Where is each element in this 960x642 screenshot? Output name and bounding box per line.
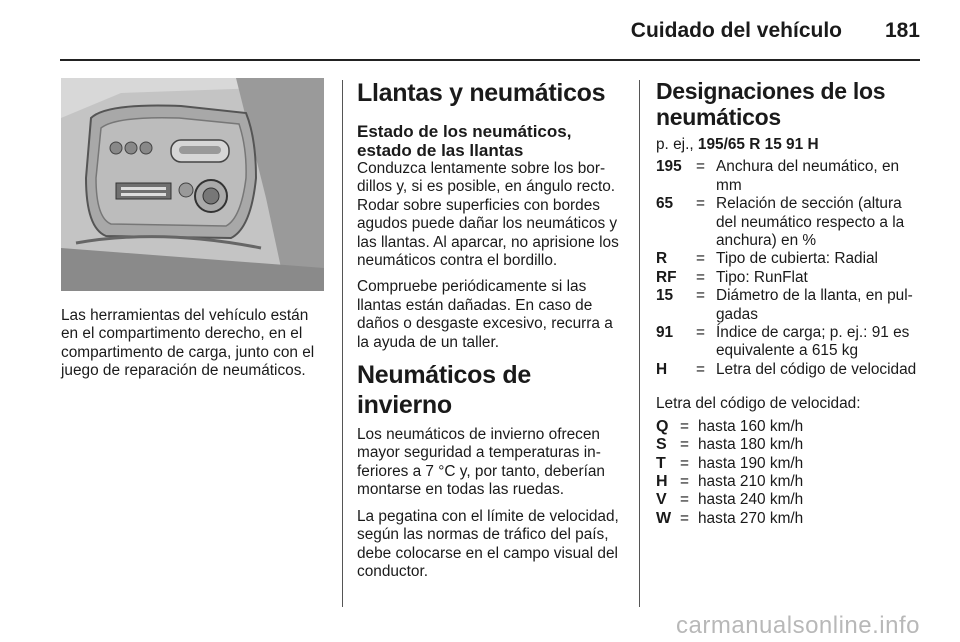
example-code: 195/65 R 15 91 H: [697, 136, 819, 153]
definition-key: 91: [656, 324, 674, 342]
subsection-title-condition: Estado de los neumáticos, estado de las llantas: [357, 122, 572, 160]
definition-row: [656, 287, 926, 324]
definition-equals: =: [696, 195, 705, 213]
speed-code-intro: Letra del código de velocidad:: [656, 395, 861, 413]
speed-key: S: [656, 436, 667, 454]
trunk-tools-photo: [61, 78, 324, 291]
designations-title: Designaciones de los neumáticos: [656, 78, 886, 130]
definition-row: [656, 250, 926, 268]
speed-value: hasta 240 km/h: [698, 491, 804, 509]
section-title-winter: Neumáticos de invierno: [357, 361, 531, 420]
speed-key: T: [656, 454, 666, 472]
speed-code-list: [656, 418, 926, 528]
column-divider-1: [342, 80, 343, 607]
definition-value: Anchura del neumático, en mm: [716, 158, 900, 194]
definition-equals: =: [696, 360, 705, 378]
section-title-tires: Llantas y neumáticos: [357, 79, 606, 107]
definition-key: RF: [656, 268, 677, 286]
speed-value: hasta 270 km/h: [698, 509, 804, 527]
condition-paragraph-1: Conduzca lentamente sobre los bordillos y, si es posible, en ángulo recto. Rodar sobre superficies con bordes agudos puede dañar los neumáticos y las llantas. Al aparcar, no aprisione los neumáticos contra el bordillo.: [357, 160, 619, 270]
speed-row: [656, 455, 926, 473]
site-watermark: carmanualsonline.info: [676, 612, 920, 639]
definition-value: Tipo: RunFlat: [716, 268, 808, 286]
speed-value: hasta 160 km/h: [698, 417, 804, 435]
speed-key: V: [656, 491, 667, 509]
definition-value: Diámetro de la llanta, en pulgadas: [716, 287, 913, 323]
speed-row: [656, 491, 926, 509]
definition-row: [656, 195, 926, 250]
speed-value: hasta 210 km/h: [698, 472, 804, 490]
definition-key: 65: [656, 195, 674, 213]
definition-row: [656, 269, 926, 287]
column-3: [656, 78, 926, 536]
speed-row: [656, 418, 926, 436]
speed-equals: =: [680, 436, 689, 454]
speed-equals: =: [680, 509, 689, 527]
definition-key: 15: [656, 287, 674, 305]
definition-value: Índice de carga; p. ej.: 91 es equivalente a 615 kg: [716, 324, 910, 360]
speed-row: [656, 473, 926, 491]
photo-caption: Las herramientas del vehículo están en el compartimento derecho, en el compartimento de carga, junto con el juego de reparación de neumáticos.: [61, 307, 315, 380]
speed-row: [656, 436, 926, 454]
speed-equals: =: [680, 417, 689, 435]
definition-row: [656, 158, 926, 195]
speed-value: hasta 190 km/h: [698, 454, 804, 472]
designation-definitions: [656, 158, 926, 379]
definition-equals: =: [696, 268, 705, 286]
designation-example: [656, 136, 926, 154]
definition-key: 195: [656, 158, 682, 176]
speed-equals: =: [680, 472, 689, 490]
page-header: [0, 0, 960, 60]
header-rule: [60, 59, 920, 61]
speed-value: hasta 180 km/h: [698, 436, 804, 454]
definition-equals: =: [696, 324, 705, 342]
definition-row: [656, 361, 926, 379]
definition-value: Relación de sección (altura del neumático respecto a la anchura) en %: [716, 195, 905, 250]
definition-value: Letra del código de velocidad: [716, 360, 917, 378]
header-title: Cuidado del vehículo: [630, 19, 842, 42]
speed-equals: =: [680, 491, 689, 509]
definition-key: H: [656, 360, 668, 378]
page-number: 181: [884, 19, 920, 42]
definition-equals: =: [696, 287, 705, 305]
column-2: [357, 78, 627, 589]
column-1: [61, 78, 326, 389]
speed-key: W: [656, 509, 672, 527]
definition-value: Tipo de cubierta: Radial: [716, 250, 878, 268]
speed-row: [656, 510, 926, 528]
definition-key: R: [656, 250, 668, 268]
winter-paragraph-1: Los neumáticos de invierno ofrecen mayor seguridad a temperaturas inferiores a 7 °C y, por tanto, deberían montarse en todas las ruedas.: [357, 426, 605, 499]
speed-key: Q: [656, 417, 669, 435]
trunk-compartment-illustration: [61, 78, 324, 291]
condition-paragraph-2: Compruebe periódicamente si las llantas están dañadas. En caso de daños o desgaste excesivo, recurra a la ayuda de un taller.: [357, 278, 613, 351]
definition-row: [656, 324, 926, 361]
column-divider-2: [639, 80, 640, 607]
speed-equals: =: [680, 454, 689, 472]
definition-equals: =: [696, 250, 705, 268]
definition-equals: =: [696, 158, 705, 176]
example-prefix: p. ej.,: [656, 136, 698, 153]
speed-key: H: [656, 472, 668, 490]
winter-paragraph-2: La pegatina con el límite de velocidad, según las normas de tráfico del país, debe colocarse en el campo visual del conductor.: [357, 507, 619, 580]
